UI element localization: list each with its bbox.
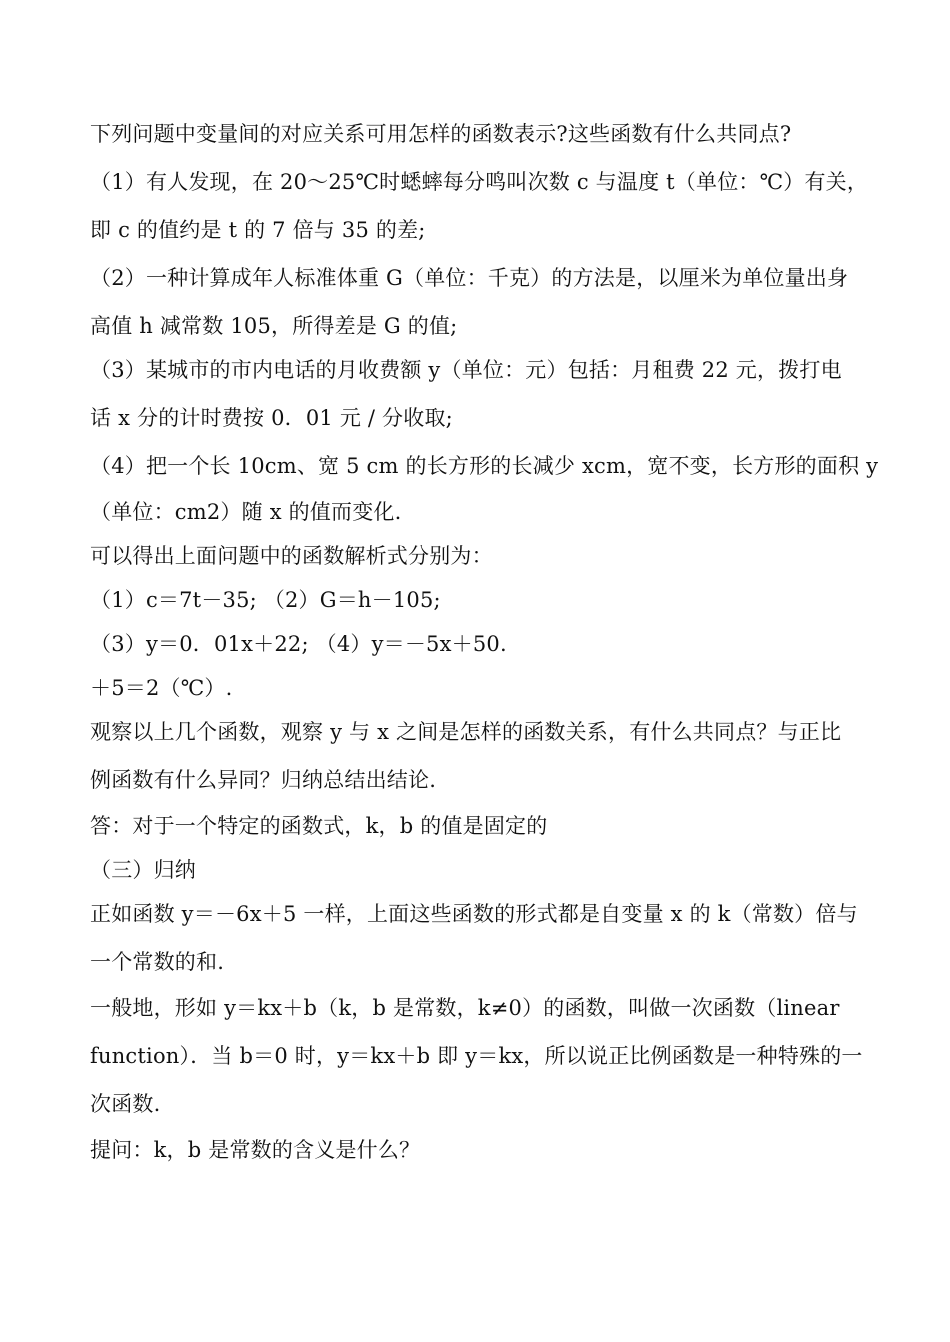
question-intro: 下列问题中变量间的对应关系可用怎样的函数表示?这些函数有什么共同点? (90, 122, 792, 146)
problem-3-line-1: （3）某城市的市内电话的月收费额 y（单位：元）包括：月租费 22 元，拨打电 (90, 358, 842, 382)
solution-intro: 可以得出上面问题中的函数解析式分别为： (90, 544, 493, 568)
solution-3-4: （3）y＝0．01x＋22; （4）y＝－5x＋50. (90, 632, 507, 656)
observation-line-2: 例函数有什么异同？归纳总结出结论. (90, 768, 437, 792)
problem-4-line-1: （4）把一个长 10cm、宽 5 cm 的长方形的长减少 xcm，宽不变，长方形的面积 y (90, 454, 879, 478)
answer-line: 答：对于一个特定的函数式，k，b 的值是固定的 (90, 814, 548, 838)
question-line: 提问：k，b 是常数的含义是什么？ (90, 1138, 421, 1162)
problem-1-line-1: （1）有人发现，在 20～25℃时蟋蟀每分鸣叫次数 c 与温度 t（单位：℃）有关， (90, 170, 869, 194)
summary-line-1: 正如函数 y＝－6x＋5 一样，上面这些函数的形式都是自变量 x 的 k（常数）倍与 (90, 902, 858, 926)
fragment-line: ＋5＝2（℃）. (90, 676, 233, 700)
section-heading: （三）归纳 (90, 858, 196, 882)
observation-line-1: 观察以上几个函数，观察 y 与 x 之间是怎样的函数关系，有什么共同点？与正比 (90, 720, 842, 744)
problem-2-line-1: （2）一种计算成年人标准体重 G（单位：千克）的方法是，以厘米为单位量出身 (90, 266, 849, 290)
problem-4-line-2: （单位：cm2）随 x 的值而变化. (90, 500, 402, 524)
problem-2-line-2: 高值 h 减常数 105，所得差是 G 的值; (90, 314, 458, 338)
summary-line-2: 一个常数的和. (90, 950, 225, 974)
problem-3-line-2: 话 x 分的计时费按 0．01 元 / 分收取; (90, 406, 453, 430)
definition-line-3: 次函数. (90, 1092, 161, 1116)
definition-line-1: 一般地，形如 y＝kx＋b（k，b 是常数，k≠0）的函数，叫做一次函数（linear (90, 996, 840, 1020)
definition-line-2: function）．当 b＝0 时，y＝kx＋b 即 y＝kx，所以说正比例函数是一种特殊的一 (90, 1044, 863, 1068)
solution-1-2: （1）c＝7t－35; （2）G＝h－105; (90, 588, 441, 612)
problem-1-line-2: 即 c 的值约是 t 的 7 倍与 35 的差; (90, 218, 426, 242)
